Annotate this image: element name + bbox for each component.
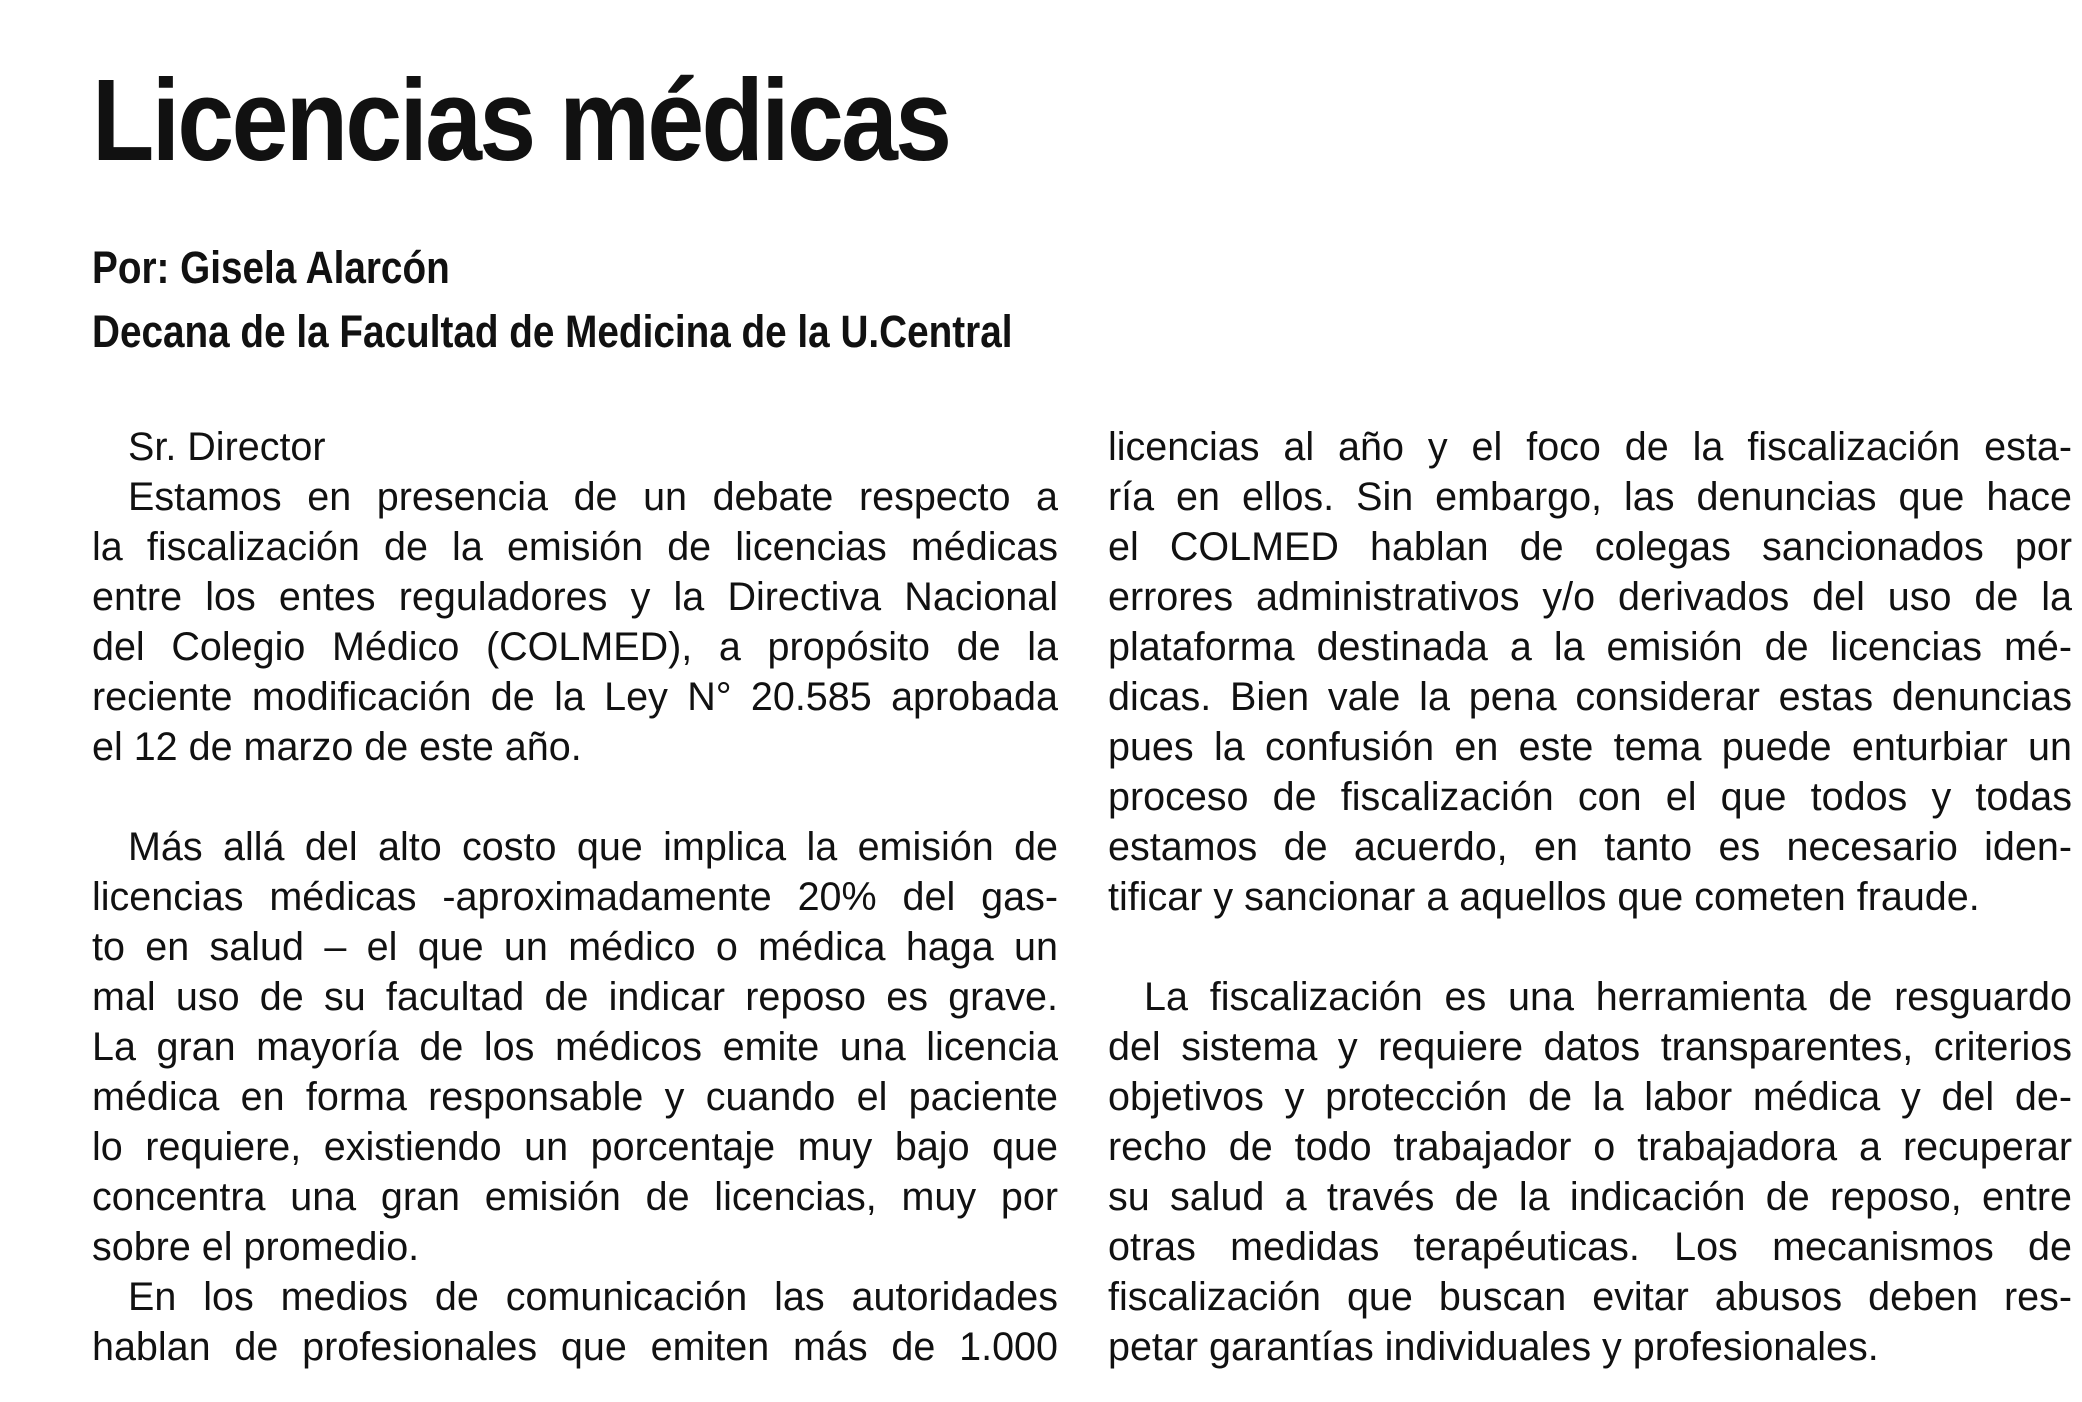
text-line: fiscalización que buscan evitar abusos deben res- xyxy=(1108,1275,2072,1319)
body-column-right xyxy=(1108,422,2072,1372)
text-line: mal uso de su facultad de indicar reposo es grave. xyxy=(92,975,1058,1019)
text-line: del sistema y requiere datos transparentes, criterios xyxy=(1108,1025,2072,1069)
text-line: ría en ellos. Sin embargo, las denuncias que hace xyxy=(1108,475,2072,519)
text-line: recho de todo trabajador o trabajadora a recuperar xyxy=(1108,1125,2072,1169)
paragraph-gap xyxy=(1108,922,2072,972)
paragraph-gap xyxy=(92,772,1058,822)
text-line: proceso de fiscalización con el que todos y todas xyxy=(1108,775,2072,819)
text-line: Más allá del alto costo que implica la emisión de xyxy=(128,825,1058,869)
text-line: La gran mayoría de los médicos emite una licencia xyxy=(92,1025,1058,1069)
text-line: dicas. Bien vale la pena considerar estas denuncias xyxy=(1108,675,2072,719)
text-line: En los medios de comunicación las autoridades xyxy=(128,1275,1058,1319)
author-name: Por: Gisela Alarcón xyxy=(92,242,450,293)
text-line: del Colegio Médico (COLMED), a propósito de la xyxy=(92,625,1058,669)
text-line: entre los entes reguladores y la Directiva Nacional xyxy=(92,575,1058,619)
text-line: el 12 de marzo de este año. xyxy=(92,725,582,769)
text-line: estamos de acuerdo, en tanto es necesario iden- xyxy=(1108,825,2072,869)
text-line: tificar y sancionar a aquellos que cometen fraude. xyxy=(1108,875,1980,919)
text-line: petar garantías individuales y profesionales. xyxy=(1108,1325,1879,1369)
text-line: pues la confusión en este tema puede enturbiar un xyxy=(1108,725,2072,769)
text-line: la fiscalización de la emisión de licencias médicas xyxy=(92,525,1058,569)
text-line: errores administrativos y/o derivados del uso de la xyxy=(1108,575,2072,619)
salutation: Sr. Director xyxy=(128,425,326,469)
author-role: Decana de la Facultad de Medicina de la U.Central xyxy=(92,306,1013,357)
text-line: licencias médicas -aproximadamente 20% del gas- xyxy=(92,875,1058,919)
text-line: otras medidas terapéuticas. Los mecanismos de xyxy=(1108,1225,2072,1269)
text-line: plataforma destinada a la emisión de licencias mé- xyxy=(1108,625,2072,669)
text-line: hablan de profesionales que emiten más de 1.000 xyxy=(92,1325,1058,1369)
article-title: Licencias médicas xyxy=(92,55,950,185)
text-line: su salud a través de la indicación de reposo, entre xyxy=(1108,1175,2072,1219)
text-line: lo requiere, existiendo un porcentaje muy bajo que xyxy=(92,1125,1058,1169)
text-line: objetivos y protección de la labor médica y del de- xyxy=(1108,1075,2072,1119)
text-line: el COLMED hablan de colegas sancionados por xyxy=(1108,525,2072,569)
text-line: Estamos en presencia de un debate respecto a xyxy=(128,475,1058,519)
text-line: licencias al año y el foco de la fiscalización esta- xyxy=(1108,425,2072,469)
text-line: reciente modificación de la Ley N° 20.585 aprobada xyxy=(92,675,1058,719)
text-line: concentra una gran emisión de licencias, muy por xyxy=(92,1175,1058,1219)
byline xyxy=(92,236,1012,364)
text-line: médica en forma responsable y cuando el paciente xyxy=(92,1075,1058,1119)
text-line: to en salud – el que un médico o médica haga un xyxy=(92,925,1058,969)
body-column-left xyxy=(92,422,1058,1372)
text-line: sobre el promedio. xyxy=(92,1225,420,1269)
text-line: La fiscalización es una herramienta de resguardo xyxy=(1144,975,2072,1019)
